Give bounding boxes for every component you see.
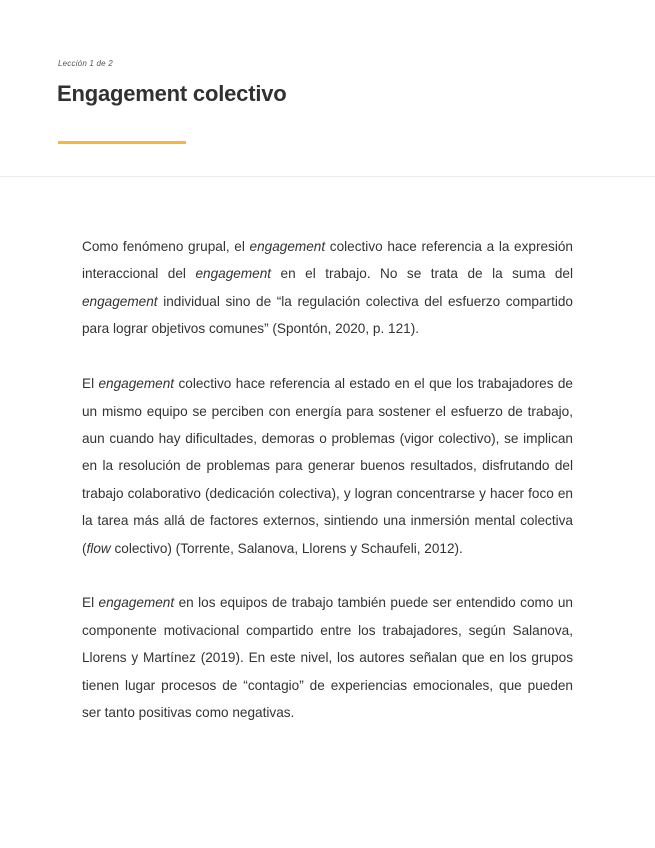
text-run: colectivo hace referencia al estado en el que los trabajadores de un mismo equipo se perciben con energía para sostener el esfuerzo de trabajo, aun cuando hay dificultades, demoras o problemas (vigor colectivo), se implican en la resolución de problemas para generar buenos resultados, disfrutando del trabajo colaborativo (dedicación colectiva), y logran concentrarse y hacer foco en la tarea más allá de factores externos, sintiendo una inmersión mental colectiva ( <box>82 376 573 556</box>
paragraph-1 <box>82 233 573 343</box>
italic-term: engagement <box>195 266 272 282</box>
italic-term: engagement <box>82 293 158 309</box>
italic-term: flow <box>86 540 111 556</box>
italic-term: engagement <box>249 239 326 254</box>
paragraph-3 <box>82 589 573 726</box>
text-run: El <box>82 595 99 611</box>
lesson-header <box>0 0 655 177</box>
lesson-counter: Lección 1 de 2 <box>58 59 113 68</box>
title-accent-divider <box>58 141 186 144</box>
text-run: colectivo) (Torrente, Salanova, Llorens y Schaufeli, 2012). <box>110 540 463 556</box>
text-run: colectivo hace referencia a la expresión interaccional del <box>82 239 573 282</box>
text-run: en el trabajo. No se trata de la suma del <box>271 266 574 282</box>
paragraph-2 <box>82 370 573 562</box>
lesson-title: Engagement colectivo <box>57 81 287 106</box>
text-run: en los equipos de trabajo también puede ser entendido como un componente motivacional compartido entre los trabajadores, según Salanova, Llorens y Martínez (2019). En este nivel, los autores señalan que en los grupos tienen lugar procesos de “contagio” de experiencias emocionales, que pueden ser tanto positivas como negativas. <box>82 595 573 721</box>
italic-term: engagement <box>98 376 175 392</box>
italic-term: engagement <box>98 595 175 611</box>
text-run: Como fenómeno grupal, el <box>82 239 250 254</box>
text-run: individual sino de “la regulación colectiva del esfuerzo compartido para lograr objetivos comunes” (Spontón, 2020, p. 121). <box>82 293 573 337</box>
text-run: El <box>82 376 99 392</box>
lesson-content <box>82 233 573 754</box>
